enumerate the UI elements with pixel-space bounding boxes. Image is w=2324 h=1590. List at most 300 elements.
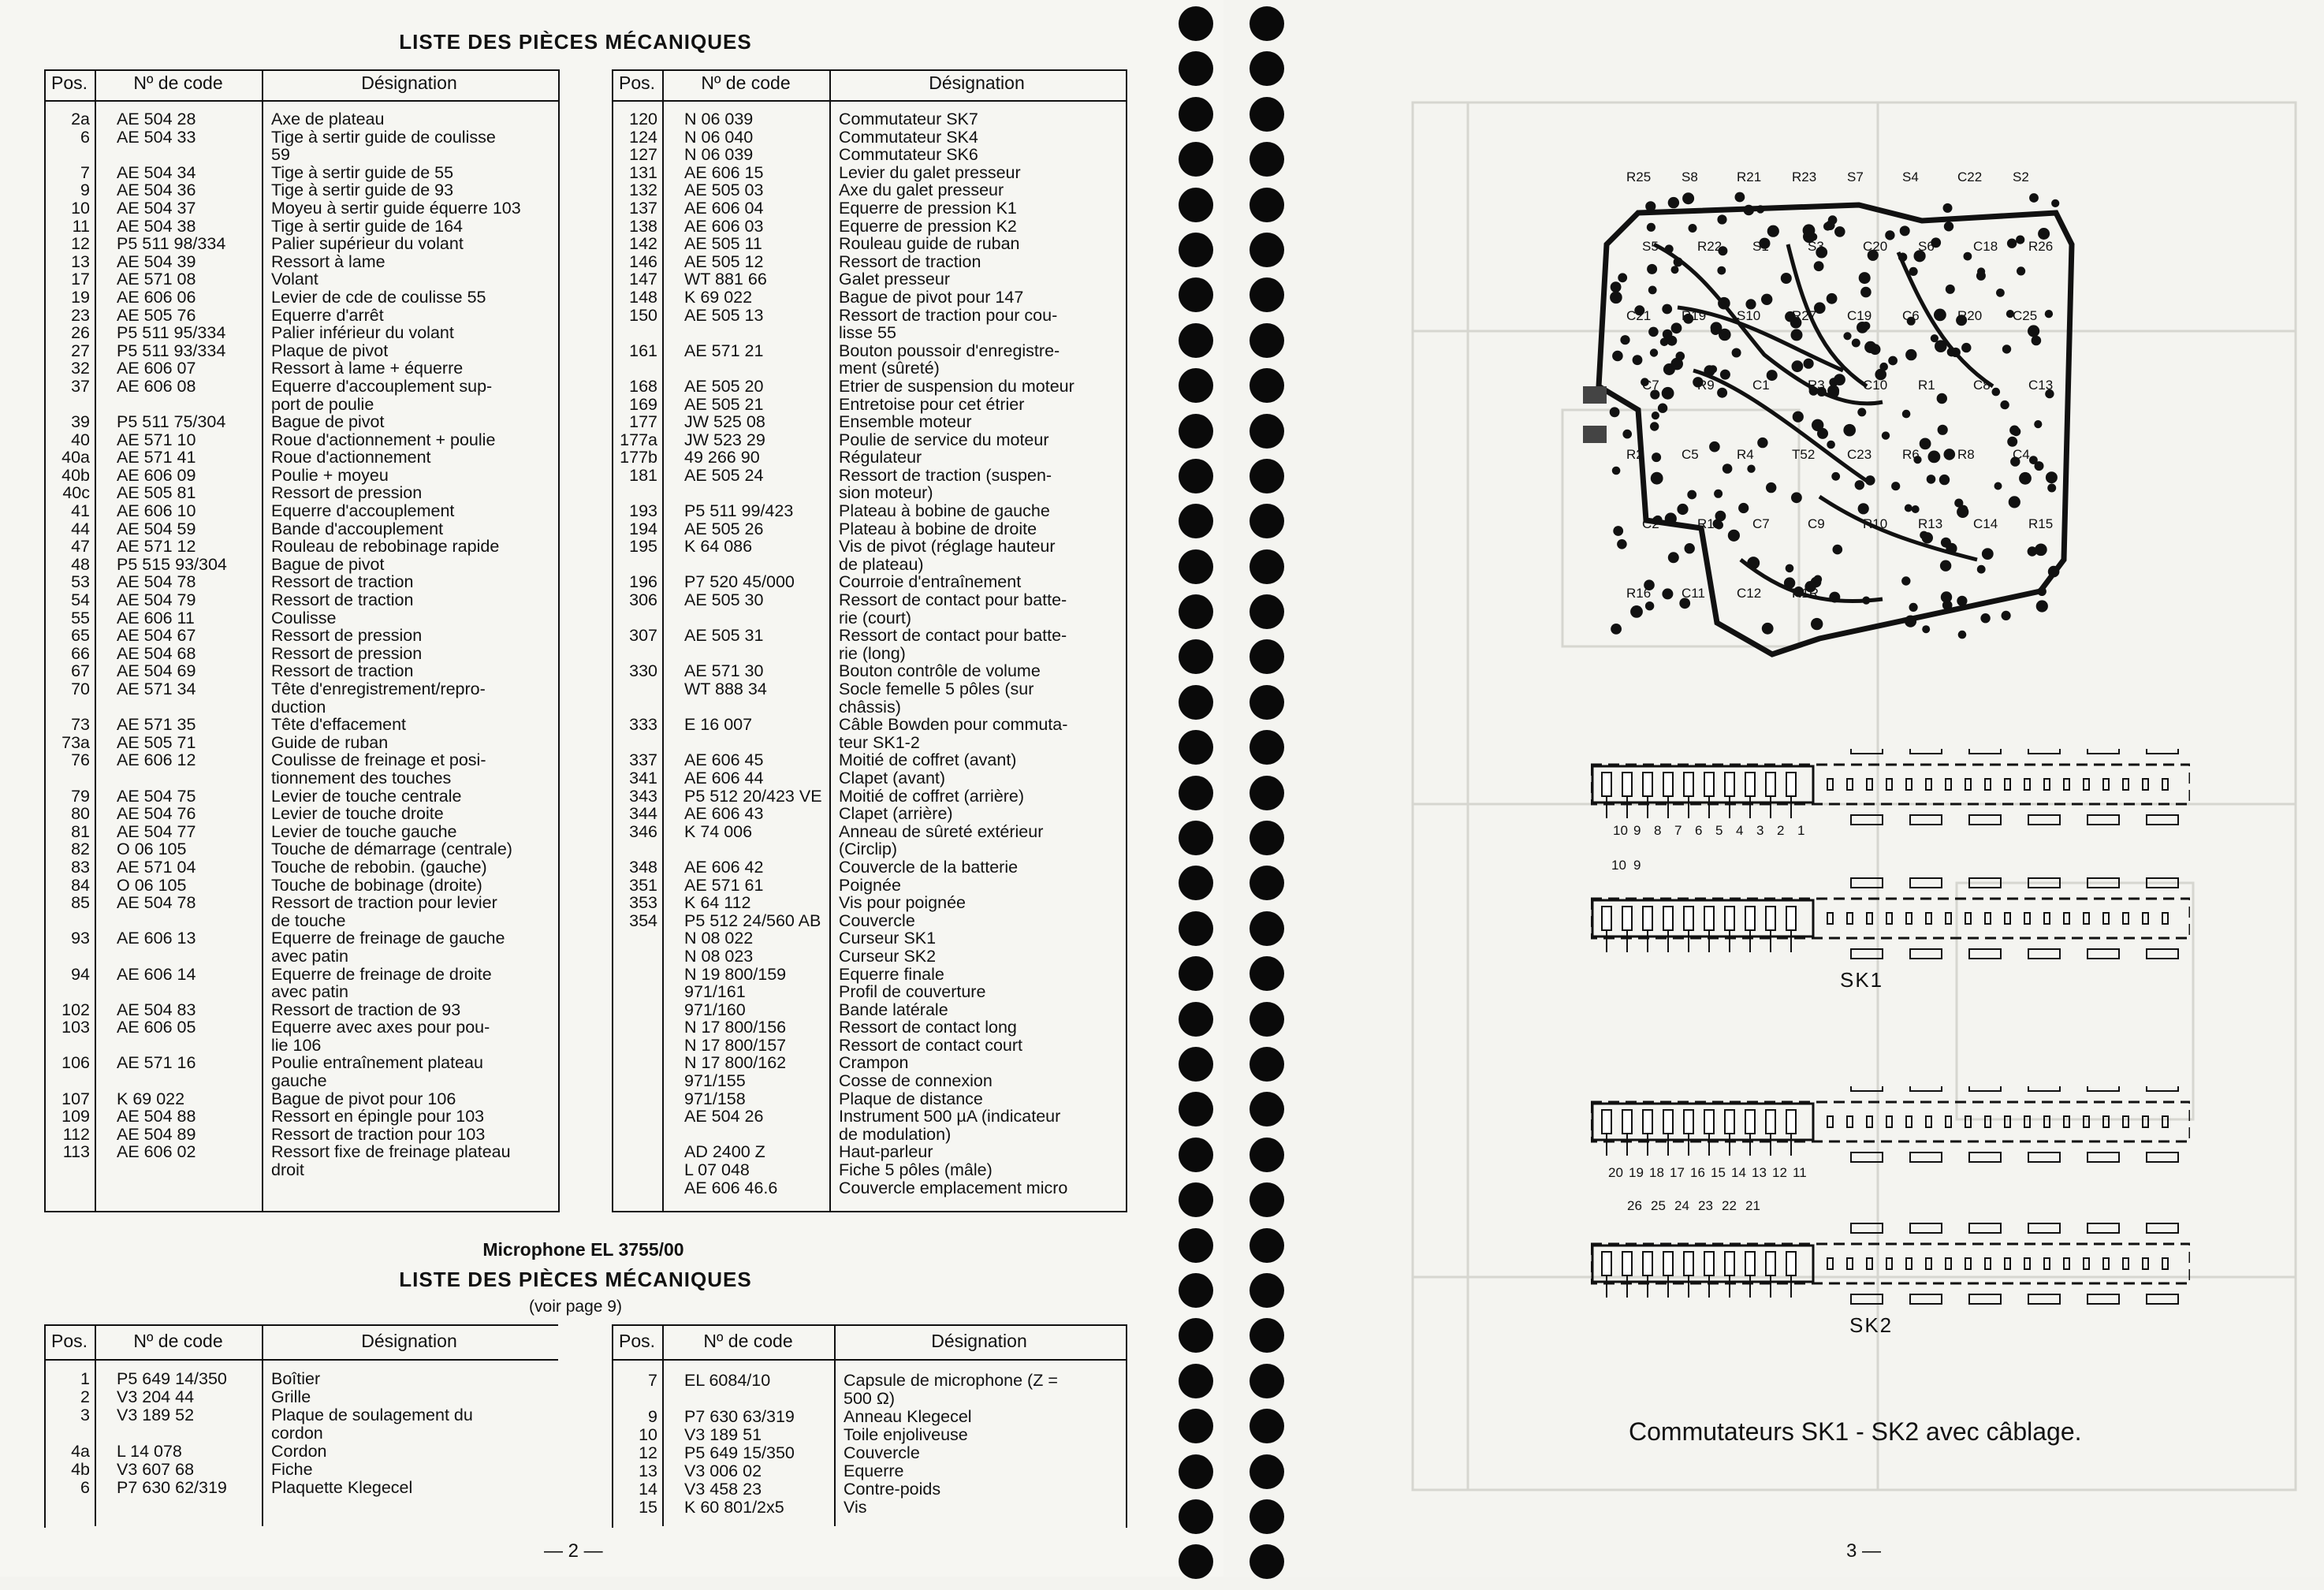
switch-contact [1663, 1110, 1673, 1134]
table-row [612, 823, 1124, 858]
table-row [44, 467, 557, 485]
row-pos: 120 [629, 110, 657, 128]
switch-contact [1622, 773, 1632, 796]
header-code: Nº de code [703, 1331, 793, 1351]
table-row [44, 662, 557, 680]
row-pos: 354 [629, 910, 657, 930]
table-row [44, 627, 557, 645]
binding-hole [1250, 685, 1284, 720]
row-code: AE 504 76 [117, 804, 196, 824]
pcb-solder-pad [1714, 490, 1723, 498]
row-code: AE 505 76 [117, 305, 196, 325]
row-code: WT 881 66 [684, 270, 767, 289]
switch-slot [1867, 1258, 1872, 1269]
pcb-solder-pad [1804, 359, 1814, 369]
switch-slot [2162, 913, 2168, 924]
switch-slot [2123, 779, 2128, 790]
pcb-solder-pad [2029, 193, 2039, 203]
switch-cam [2147, 1152, 2178, 1162]
parts-table-4 [612, 1372, 1124, 1517]
row-code: 971/155 [684, 1071, 746, 1091]
switch-cam [1851, 749, 1883, 754]
switch-slot [2143, 1116, 2148, 1127]
row-designation: Equerre de freinage de droite avec patin [271, 964, 492, 1002]
pcb-solder-pad [1719, 329, 1731, 341]
row-designation: Poulie de service du moteur [839, 430, 1049, 449]
table-row [612, 110, 1124, 128]
table-row [612, 1054, 1124, 1072]
binding-hole [1250, 1364, 1284, 1398]
switch-slot [1886, 913, 1892, 924]
pin-number: 23 [1698, 1198, 1713, 1213]
table-row [612, 1108, 1124, 1143]
pcb-solder-pad [1648, 327, 1659, 337]
row-designation: Equerre de pression K1 [839, 198, 1017, 218]
row-code: AE 504 34 [117, 162, 196, 182]
row-code: JW 525 08 [684, 412, 765, 432]
table-row [44, 894, 557, 929]
table-row [612, 591, 1124, 627]
table-row [44, 218, 557, 236]
pin-number: 22 [1722, 1198, 1737, 1213]
figure-caption: Commutateurs SK1 - SK2 avec câblage. [1629, 1417, 2082, 1446]
pcb-solder-pad [1617, 539, 1627, 549]
sk2-label: SK2 [1849, 1313, 1894, 1337]
table-row [44, 199, 557, 218]
table-row [612, 128, 1124, 147]
pcb-solder-pad [1668, 197, 1679, 208]
row-code: AE 606 10 [117, 501, 196, 521]
switch-contact [1766, 1252, 1775, 1275]
table-row [612, 805, 1124, 823]
row-code: N 19 800/159 [684, 964, 787, 984]
sk2-pin-numbers-2 [1627, 1198, 1785, 1217]
switch-slot [2084, 1116, 2089, 1127]
pcb-component-label: R16 [1626, 586, 1652, 601]
pcb-solder-pad [1717, 214, 1726, 224]
row-code: AE 504 75 [117, 786, 196, 806]
pcb-component-label: S8 [1682, 169, 1698, 184]
binding-hole [1179, 1002, 1213, 1037]
pcb-solder-pad [1817, 428, 1828, 439]
binding-hole [1250, 549, 1284, 584]
row-pos: 6 [80, 127, 90, 147]
binding-hole [1179, 866, 1213, 900]
row-pos: 32 [71, 359, 90, 378]
switch-slot [1926, 1116, 1931, 1127]
binding-hole [1179, 6, 1213, 41]
pcb-solder-pad [1964, 252, 1972, 261]
row-code: V3 607 68 [117, 1460, 195, 1479]
divider [44, 100, 558, 102]
switch-slot [1867, 779, 1872, 790]
right-page [1223, 0, 2324, 1577]
row-pos: 82 [71, 840, 90, 859]
table-row [44, 1443, 557, 1461]
table-row [612, 788, 1124, 806]
pcb-solder-pad [1912, 505, 1920, 513]
table-row [612, 948, 1124, 966]
table-row [44, 1126, 557, 1144]
row-pos: 131 [629, 162, 657, 182]
pin-number: 15 [1711, 1165, 1726, 1180]
row-pos [612, 966, 662, 984]
switch-cam [2088, 815, 2119, 825]
binding-hole [1250, 97, 1284, 132]
binding-hole [1179, 97, 1213, 132]
row-designation: Poulie + moyeu [271, 465, 389, 485]
row-pos: 194 [629, 519, 657, 538]
table-row [44, 538, 557, 556]
row-pos: 3 [80, 1406, 90, 1424]
switch-contact [1725, 773, 1734, 796]
table-row [44, 110, 557, 128]
row-designation: Ressort de traction [271, 590, 414, 610]
pcb-solder-pad [1735, 192, 1745, 203]
switch-cam [1910, 1223, 1942, 1233]
table-row [44, 289, 557, 307]
binding-hole [1179, 1499, 1213, 1534]
binding-hole [1250, 277, 1284, 312]
binding-hole [1179, 1454, 1213, 1489]
row-code: AE 505 12 [684, 251, 764, 271]
pcb-solder-pad [1792, 360, 1804, 372]
switch-cam [2088, 1294, 2119, 1304]
sk1-pin-numbers-2 [1611, 858, 1674, 877]
switch-slot [2064, 1258, 2069, 1269]
row-code: AE 571 08 [117, 270, 196, 289]
switch-contact [1704, 773, 1714, 796]
pcb-solder-pad [1843, 332, 1851, 340]
switch-slot [1827, 779, 1833, 790]
row-code: N 08 023 [684, 946, 754, 966]
table-row [612, 378, 1124, 396]
binding-hole [1179, 233, 1213, 267]
switch-cam [1969, 1152, 2001, 1162]
pin-number: 14 [1731, 1165, 1746, 1180]
row-code: L 14 078 [117, 1442, 182, 1461]
binding-hole [1179, 1092, 1213, 1126]
row-code: O 06 105 [117, 840, 187, 859]
row-pos: 150 [629, 305, 657, 325]
table-row [44, 929, 557, 965]
pcb-solder-pad [1717, 266, 1726, 275]
row-code: P7 520 45/000 [684, 572, 795, 592]
row-code: AE 571 10 [117, 430, 196, 449]
pcb-component-label: C1 [1752, 378, 1770, 393]
row-code: AE 504 83 [117, 1000, 196, 1019]
switch-slot [1906, 779, 1912, 790]
row-pos [612, 1108, 662, 1143]
binding-hole [1179, 459, 1213, 493]
row-designation: Contre-poids [844, 1480, 941, 1499]
switch-cam [2147, 878, 2178, 888]
table-row [612, 218, 1124, 236]
row-designation: Plaque de distance [839, 1089, 983, 1108]
row-code: V3 189 52 [117, 1406, 195, 1424]
binding-hole [1250, 1454, 1284, 1489]
row-designation: Ressort de pression [271, 626, 423, 646]
table-row [44, 520, 557, 538]
row-pos: 341 [629, 768, 657, 788]
row-designation: Ressort de traction de 93 [271, 1000, 461, 1019]
pcb-component-label: R20 [1957, 308, 1983, 323]
row-pos: 80 [71, 804, 90, 824]
row-designation: Ressort en épingle pour 103 [271, 1107, 485, 1126]
table-row [612, 270, 1124, 289]
row-designation: Rouleau de rebobinage rapide [271, 537, 500, 557]
switch-contact [1602, 773, 1611, 796]
pcb-component-label: R8 [1957, 447, 1975, 462]
row-pos: 4a [71, 1442, 90, 1461]
table-row [612, 751, 1124, 769]
table-row [612, 1444, 1124, 1462]
pcb-solder-pad [2012, 427, 2020, 436]
row-pos: 195 [629, 537, 657, 557]
switch-slot [1926, 779, 1931, 790]
pin-number: 18 [1649, 1165, 1664, 1180]
pcb-component-label: C19 [1847, 308, 1872, 323]
header-designation: Désignation [929, 73, 1025, 93]
row-pos: 330 [629, 661, 657, 681]
switch-cam [2147, 1294, 2178, 1304]
row-code: AE 504 39 [117, 251, 196, 271]
row-designation: Curseur SK2 [839, 946, 937, 966]
switch-slot [2162, 779, 2168, 790]
pcb-solder-pad [2017, 266, 2025, 275]
pcb-solder-pad [2002, 344, 2011, 353]
pin-number: 13 [1752, 1165, 1767, 1180]
switch-cam [1910, 878, 1942, 888]
row-code: P5 511 93/334 [117, 341, 226, 360]
row-designation: Toile enjoliveuse [844, 1425, 968, 1444]
row-pos: 37 [71, 376, 90, 396]
binding-hole [1250, 368, 1284, 403]
row-pos [612, 1072, 662, 1090]
table-row [44, 788, 557, 806]
row-code: AE 505 03 [684, 181, 764, 200]
pcb-solder-pad [2032, 336, 2042, 346]
row-code: 971/161 [684, 982, 746, 1002]
pcb-solder-pad [1647, 223, 1655, 232]
row-code: AE 504 38 [117, 216, 196, 236]
pcb-solder-pad [1859, 272, 1871, 284]
row-code: P7 630 62/319 [117, 1478, 227, 1497]
row-designation: Plateau à bobine de gauche [839, 501, 1050, 521]
pin-number: 19 [1629, 1165, 1644, 1180]
microphone-heading: Microphone EL 3755/00 [482, 1239, 684, 1260]
table-row [612, 502, 1124, 520]
row-code: AE 606 03 [684, 216, 764, 236]
table-row [44, 502, 557, 520]
row-pos: 107 [61, 1089, 90, 1108]
table-row [612, 1480, 1124, 1499]
row-pos [612, 1161, 662, 1179]
switch-cam [2028, 1223, 2060, 1233]
switch-contact [1725, 1252, 1734, 1275]
header-pos: Pos. [50, 73, 88, 93]
row-code: AE 504 78 [117, 893, 196, 913]
row-code: AE 504 68 [117, 643, 196, 663]
row-pos [612, 1143, 662, 1161]
row-code: AE 504 33 [117, 127, 196, 147]
row-designation: Régulateur [839, 448, 922, 467]
table-row [44, 1479, 557, 1497]
microphone-parts-title: LISTE DES PIÈCES MÉCANIQUES [399, 1268, 752, 1291]
pcb-solder-pad [1946, 285, 1955, 294]
row-pos: 13 [639, 1462, 657, 1480]
switch-contact [1684, 1252, 1693, 1275]
row-designation: Touche de rebobin. (gauche) [271, 857, 487, 877]
pcb-solder-pad [1833, 545, 1843, 555]
binding-hole [1250, 459, 1284, 493]
divider [612, 100, 1126, 102]
row-pos [612, 929, 662, 948]
pcb-solder-pad [2007, 239, 2017, 248]
switch-contact [1745, 1110, 1755, 1134]
pcb-solder-pad [1791, 492, 1802, 503]
row-designation: Tige à sertir guide de coulisse 59 [271, 127, 496, 165]
switch-cam [2088, 1152, 2119, 1162]
pcb-component-label: R1R [1792, 586, 1819, 601]
row-pos: 9 [80, 181, 90, 200]
row-code: K 69 022 [117, 1089, 185, 1108]
table-row [44, 680, 557, 716]
row-code: N 17 800/156 [684, 1018, 787, 1037]
pcb-solder-pad [1766, 482, 1776, 493]
row-code: V3 189 51 [684, 1425, 762, 1444]
pcb-solder-pad [1855, 480, 1864, 490]
header-code: Nº de code [701, 73, 791, 93]
parts-table-1 [44, 110, 557, 1179]
switch-contact [1704, 1110, 1714, 1134]
pcb-solder-pad [1610, 292, 1622, 304]
table-row [44, 1018, 557, 1054]
switch-contact [1725, 907, 1734, 930]
pcb-solder-pad [1687, 490, 1696, 500]
row-pos: 76 [71, 750, 90, 770]
row-designation: Equerre de pression K2 [839, 216, 1017, 236]
pcb-component-label: R1 [1918, 378, 1935, 393]
row-designation: Couvercle [839, 910, 915, 930]
row-code: AE 606 12 [117, 750, 196, 770]
row-pos: 353 [629, 893, 657, 913]
row-designation: Commutateur SK7 [839, 110, 978, 128]
pcb-component-label: C2 [1642, 516, 1659, 531]
row-pos [612, 1090, 662, 1108]
pcb-component-label: R15 [2028, 516, 2054, 531]
pcb-component-label: C23 [1847, 447, 1872, 462]
pcb-solder-pad [1620, 335, 1629, 344]
row-pos: 4b [71, 1460, 90, 1479]
row-designation: Bande d'accouplement [271, 519, 444, 538]
binding-hole [1179, 504, 1213, 538]
row-code: AE 505 11 [684, 234, 762, 254]
row-designation: Ressort de contact court [839, 1035, 1023, 1055]
row-pos: 113 [62, 1142, 90, 1162]
binding-hole [1250, 866, 1284, 900]
row-pos: 39 [71, 412, 90, 432]
pcb-component-label: R26 [2028, 239, 2054, 254]
pcb-solder-pad [2007, 437, 2017, 447]
row-code: P5 649 14/350 [117, 1369, 227, 1388]
row-code: L 07 048 [684, 1160, 750, 1180]
row-code: AE 571 61 [684, 875, 764, 895]
row-designation: Commutateur SK6 [839, 145, 978, 165]
switch-slot [2044, 913, 2050, 924]
switch-cam [2028, 1294, 2060, 1304]
pcb-solder-pad [1717, 388, 1727, 398]
row-code: AE 606 14 [117, 964, 196, 984]
pcb-solder-pad [1927, 475, 1936, 484]
row-pos: 40 [71, 430, 90, 449]
row-pos: 54 [71, 590, 90, 610]
row-designation: Vis [844, 1498, 867, 1517]
pcb-solder-pad [1658, 404, 1667, 413]
table-row [44, 823, 557, 841]
row-designation: Clapet (avant) [839, 768, 946, 788]
pcb-solder-pad [1630, 605, 1643, 618]
header-pos: Pos. [618, 73, 656, 93]
row-pos [612, 680, 662, 716]
row-designation: Ressort fixe de freinage plateau droit [271, 1142, 511, 1180]
table-row [612, 769, 1124, 788]
row-pos: 66 [71, 643, 90, 663]
row-designation: Courroie d'entraînement [839, 572, 1022, 592]
binding-hole [1250, 1002, 1284, 1037]
row-designation: Socle femelle 5 pôles (sur châssis) [839, 680, 1034, 717]
table-row [612, 858, 1124, 877]
row-code: K 64 112 [684, 893, 751, 913]
pcb-solder-pad [1803, 224, 1816, 236]
switch-cam [2147, 815, 2178, 825]
row-designation: Anneau de sûreté extérieur (Circlip) [839, 821, 1044, 859]
switch-contact [1766, 907, 1775, 930]
row-designation: Entretoise pour cet étrier [839, 394, 1025, 414]
switch-contact [1622, 1252, 1632, 1275]
table-row [612, 929, 1124, 948]
pcb-solder-pad [1662, 588, 1673, 599]
row-code: AE 606 43 [684, 804, 764, 824]
pcb-component-label: C10 [1863, 378, 1888, 393]
row-code: N 06 039 [684, 110, 754, 128]
row-pos: 337 [629, 750, 657, 770]
switch-contact [1786, 1252, 1796, 1275]
row-code: AE 606 44 [684, 768, 764, 788]
pcb-component-label: C25 [2013, 308, 2038, 323]
row-designation: Instrument 500 µA (indicateur de modulation) [839, 1107, 1061, 1144]
pcb-solder-pad [1937, 393, 1947, 404]
table-row [44, 449, 557, 467]
row-code: AE 504 77 [117, 821, 196, 841]
pcb-solder-pad [1757, 438, 1767, 448]
row-designation: Bague de pivot pour 106 [271, 1089, 456, 1108]
row-pos: 137 [629, 198, 657, 218]
pcb-component-label: S3 [1808, 239, 1824, 254]
switch-slot [2123, 1258, 2128, 1269]
row-code: K 69 022 [684, 287, 753, 307]
binding-hole [1179, 368, 1213, 403]
row-designation: Equerre de freinage de gauche avec patin [271, 929, 505, 966]
table-row [612, 289, 1124, 307]
pcb-component-label: R2 [1626, 447, 1644, 462]
binding-hole [1250, 1409, 1284, 1443]
sk1-label: SK1 [1840, 968, 1884, 992]
switch-slot [1946, 1116, 1951, 1127]
header-designation: Désignation [361, 1331, 457, 1351]
switch-slot [2064, 1116, 2069, 1127]
pcb-solder-pad [1864, 341, 1876, 353]
